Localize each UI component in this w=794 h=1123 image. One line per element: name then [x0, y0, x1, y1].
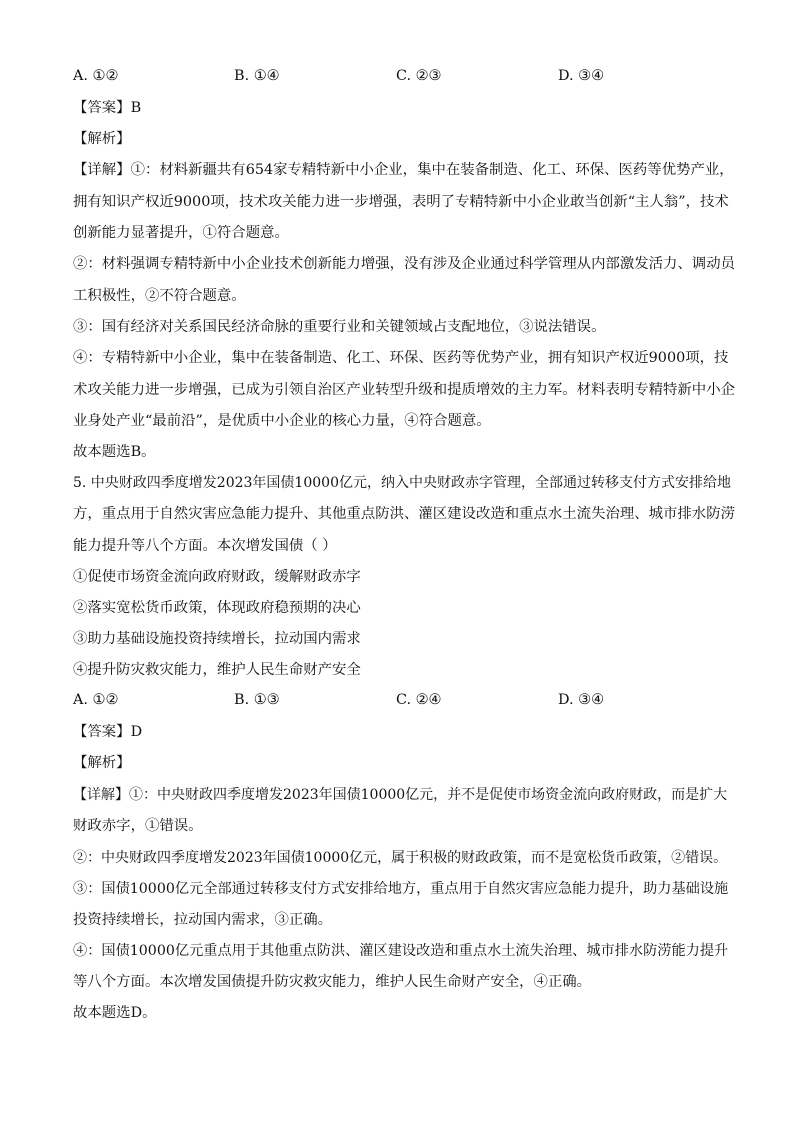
- q5-detail-line: 财政赤字，①错误。: [73, 818, 203, 834]
- q4-option-a: A. ①②: [73, 68, 119, 84]
- q5-analysis-heading: 【解析】: [73, 755, 131, 771]
- q5-detail-line: 等八个方面。本次增发国债提升防灾救灾能力，维护人民生命财产安全，④正确。: [73, 974, 592, 990]
- q4-option-c: C. ②③: [396, 68, 442, 84]
- q4-detail-line: 创新能力显著提升，①符合题意。: [73, 225, 289, 241]
- q4-detail-line: ③：国有经济对关系国民经济命脉的重要行业和关键领域占支配地位，③说法错误。: [73, 319, 606, 335]
- q4-option-d: D. ③④: [558, 68, 604, 84]
- q5-stem-line: 方，重点用于自然灾害应急能力提升、其他重点防洪、灌区建设改造和重点水土流失治理、城市排水防涝: [73, 506, 735, 522]
- q4-detail-line: 【详解】①：材料新疆共有654家专精特新中小企业，集中在装备制造、化工、环保、医药等优势产业，: [73, 162, 734, 178]
- q5-detail-line: 【详解】①：中央财政四季度增发2023年国债10000亿元，并不是促使市场资金流向政府财政，而是扩大: [73, 787, 728, 803]
- q5-option-c: C. ②④: [396, 692, 442, 708]
- q5-statement: ①促使市场资金流向政府财政，缓解财政赤字: [73, 569, 361, 585]
- q5-answer: 【答案】D: [73, 724, 143, 740]
- q4-detail-line: ④：专精特新中小企业，集中在装备制造、化工、环保、医药等优势产业，拥有知识产权近9000项，技: [73, 350, 729, 366]
- q5-options: [73, 690, 733, 710]
- q4-analysis-heading: 【解析】: [73, 131, 131, 147]
- q5-detail-line: 投资持续增长，拉动国内需求，③正确。: [73, 912, 333, 928]
- q4-conclusion: 故本题选B。: [73, 444, 156, 460]
- q4-detail-line: 业身处产业“最前沿”，是优质中小企业的核心力量，④符合题意。: [73, 413, 491, 429]
- q4-option-b: B. ①④: [234, 68, 280, 84]
- q5-option-d: D. ③④: [558, 692, 604, 708]
- q4-answer: 【答案】B: [73, 100, 142, 116]
- q5-detail-line: ③：国债10000亿元全部通过转移支付方式安排给地方，重点用于自然灾害应急能力提升，助力基础设施: [73, 881, 729, 897]
- q5-statement: ③助力基础设施投资持续增长，拉动国内需求: [73, 631, 361, 647]
- q4-detail-line: ②：材料强调专精特新中小企业技术创新能力增强，没有涉及企业通过科学管理从内部激发活力、调动员: [73, 256, 735, 272]
- q5-option-b: B. ①③: [234, 692, 280, 708]
- q4-detail-line: 工积极性，②不符合题意。: [73, 288, 246, 304]
- q5-detail-line: ④：国债10000亿元重点用于其他重点防洪、灌区建设改造和重点水土流失治理、城市排水防涝能力提升: [73, 943, 729, 959]
- q5-stem-line: 能力提升等八个方面。本次增发国债（ ）: [73, 538, 337, 554]
- q5-option-a: A. ①②: [73, 692, 119, 708]
- q4-detail-line: 术攻关能力进一步增强，已成为引领自治区产业转型升级和提质增效的主力军。材料表明专精特新中小企: [73, 382, 735, 398]
- q4-detail-line: 拥有知识产权近9000项，技术攻关能力进一步增强，表明了专精特新中小企业敢当创新“主人翁”，技术: [73, 194, 729, 210]
- q4-options: [73, 66, 733, 86]
- q5-statement: ②落实宽松货币政策，体现政府稳预期的决心: [73, 600, 361, 616]
- q5-detail-line: ②：中央财政四季度增发2023年国债10000亿元，属于积极的财政政策，而不是宽松货币政策，②错误。: [73, 850, 728, 866]
- q5-conclusion: 故本题选D。: [73, 1005, 157, 1021]
- q5-stem-line: 5. 中央财政四季度增发2023年国债10000亿元，纳入中央财政赤字管理，全部通过转移支付方式安排给地: [73, 475, 731, 491]
- q5-statement: ④提升防灾救灾能力，维护人民生命财产安全: [73, 662, 361, 678]
